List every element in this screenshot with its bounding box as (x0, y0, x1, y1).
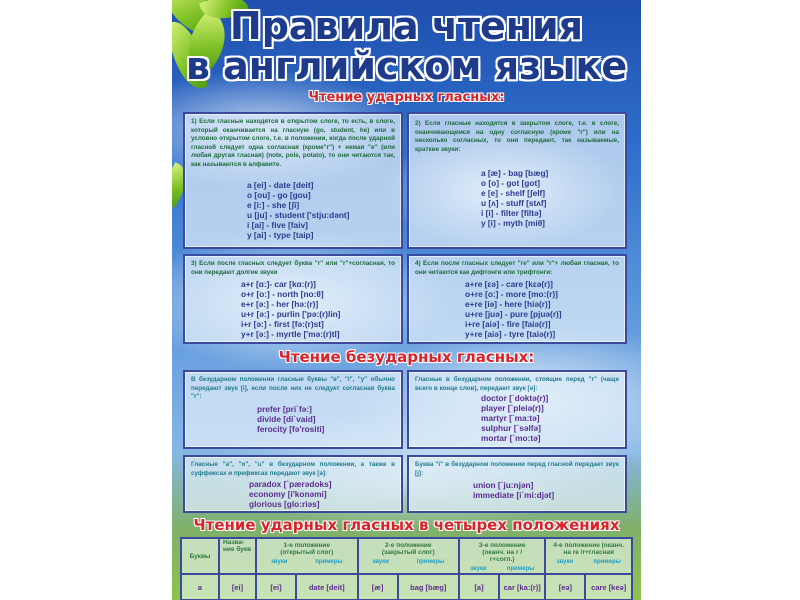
header-position-4 (545, 538, 632, 574)
rule-description: В безударном положении гласные буквы "e", "i", "y" обычно передают звук [i], если после них не следует согласная буква "r": (191, 376, 395, 401)
example-item: a [æ] - bag [bæg] (481, 168, 549, 179)
example-item: u [ʌ] - stuff [stʌf] (481, 198, 547, 209)
example-item: i+r [ə:] - first [fə:(r)st] (241, 319, 324, 330)
cell-p2-example: bag [bæg] (398, 574, 459, 600)
unstressed-heading: Чтение безударных гласных: (278, 348, 535, 366)
example-list (481, 393, 625, 443)
sub-examples: примеры (315, 559, 343, 565)
cell-p4-example: care [keə] (585, 574, 632, 600)
example-item: y+r [ə:] - myrtle ['mə:(r)tl] (241, 329, 340, 340)
header-pos3-label: 3-е положение (оканч. на r / r+согл.) (478, 542, 526, 563)
example-item: union [`ju:njən] (473, 480, 534, 491)
cell-p2-sound: [æ] (358, 574, 398, 600)
example-item: i [i] - filter [filtə] (481, 208, 542, 219)
cell-p1-example: date [deit] (296, 574, 358, 600)
header-pos1-sub (257, 559, 357, 565)
sub-sounds: звуки (470, 566, 487, 572)
example-item: a+re [εə] - care [kεə(r)] (465, 279, 553, 290)
header-position-2 (358, 538, 459, 574)
header-names-label: Назва-ние букв (223, 539, 252, 553)
example-item: e [e] - shelf [ʃelf] (481, 188, 546, 199)
rule-box-unstressed-a-o-u (183, 455, 403, 513)
example-item: glorious [glo:riəs] (249, 499, 320, 510)
example-item: u+r [ə:] - purlin ['pə:(r)lin] (241, 309, 341, 320)
sub-sounds: звуки (556, 559, 574, 565)
rule-description: 4) Если после гласных следует "re" или "r"+ любая гласная, то они читаются как дифтонги или трифтонги: (415, 260, 619, 276)
header-position-3 (459, 538, 545, 574)
example-item: paradox [`pærədoks] (249, 479, 332, 490)
poster-title-line1: Правила чтения (229, 4, 584, 48)
table-row (181, 574, 632, 600)
example-item: divide [di`vaid] (257, 413, 316, 424)
header-names (219, 538, 256, 574)
rule-description: Гласные в безударном положении, стоящие перед "r" (чаще всего в конце слов), передают звук [ə]: (415, 376, 619, 392)
header-pos3-sub (460, 566, 544, 572)
rule-description: 2) Если гласные находятся в закрытом слоге, т.е. в слоге, оканчивающемся на одну согласную (кроме "r") или на несколько согласных, то они передают, так называемые, краткие звуки: (415, 120, 619, 153)
rule-description: Гласные "a", "o", "u" в безударном положении, а также в суффиксах и префиксах передают звук [ə]: (191, 461, 395, 477)
example-item: sulphur [`səlfə] (481, 423, 541, 434)
rule-box-vowel-re (407, 254, 627, 344)
cell-p3-example: car [ka:(r)] (499, 574, 545, 600)
example-item: u [ju] - student ['stju:dənt] (247, 209, 350, 220)
example-item: doctor [`doktə(r)] (481, 393, 549, 404)
example-item: e+re [iə] - here [hiə(r)] (465, 299, 551, 310)
four-positions-heading: Чтение ударных гласных в четырех положениях (193, 516, 620, 534)
header-pos1-label: 1-е положение (открытый слог) (280, 542, 334, 556)
cell-p3-sound: [a] (459, 574, 499, 600)
example-item: immediate [i`mi:djət] (473, 490, 555, 501)
example-item: ferocity [fə'rositi] (257, 423, 325, 434)
example-list (465, 279, 625, 339)
header-position-1 (256, 538, 358, 574)
rule-description: Буква "i" в безударном положении перед гласной передает звук [j]: (415, 461, 619, 477)
example-item: i [ai] - five [faiv] (247, 219, 308, 230)
rule-box-closed-syllable (407, 112, 627, 249)
example-list (247, 180, 401, 240)
example-item: e+r [ə:] - her [hə:(r)] (241, 299, 319, 310)
example-item: y+re [aiə] - tyre [taiə(r)] (465, 329, 556, 340)
rule-description: 1) Если гласные находятся в открытом слоге, то есть, в слоге, который оканчивается на гласную (go, student, he) или в условно открытом слоге, т.е. в положении, когда после ударной гласной следует одна согласная (кроме"r") + немая "e" (или любая другая гласная) (note, pole, potato), то они читаются так, как называются в алфавите. (191, 118, 395, 168)
header-letters (181, 538, 219, 574)
header-letters-label: Буквы (189, 552, 211, 560)
cell-p4-sound: [eə] (545, 574, 585, 600)
sub-examples: примеры (416, 559, 445, 565)
example-item: a+r [ɑ:]- car [kɑ:(r)] (241, 279, 316, 290)
example-list (473, 480, 625, 500)
rule-description: 3) Если после гласных следует буква "r" или "r"+согласная, то они передают долгие звуки (191, 260, 395, 276)
example-item: e [i:] - she [ʃi] (247, 199, 300, 210)
header-pos4-sub (546, 559, 631, 565)
example-item: prefer [pri`fə:] (257, 403, 312, 414)
table-header-row (181, 538, 632, 574)
example-item: martyr [`ma:tə] (481, 413, 540, 424)
example-list (249, 479, 401, 509)
example-item: economy [i'konəmi] (249, 489, 327, 500)
four-positions-table (180, 537, 633, 600)
sub-examples: примеры (593, 559, 621, 565)
poster-title-line2: в английском языке (185, 44, 628, 88)
header-pos2-sub (359, 559, 458, 565)
example-item: o+re [o:] - more [mo:(r)] (465, 289, 558, 300)
example-item: player [`pleiə(r)] (481, 403, 544, 414)
header-pos2-label: 2-е положение (закрытый слог) (381, 542, 435, 556)
example-item: u+re [juə] - pure [pjuə(r)] (465, 309, 562, 320)
cell-letter: a (181, 574, 219, 600)
cell-name: [ei] (219, 574, 256, 600)
example-item: y [i] - myth [miθ] (481, 218, 545, 229)
cell-p1-sound: [ei] (256, 574, 296, 600)
header-pos4-label: 4-е положение (оканч. на re /r+гласная (553, 542, 625, 556)
example-list (241, 279, 401, 339)
example-list (481, 168, 625, 228)
example-item: mortar [`mo:tə] (481, 433, 541, 444)
example-item: a [ei] - date [deit] (247, 179, 314, 190)
rule-box-vowel-r (183, 254, 403, 344)
rule-box-unstressed-e-i-y (183, 370, 403, 449)
stressed-heading: Чтение ударных гласных: (308, 90, 505, 105)
sub-sounds: звуки (270, 559, 288, 565)
poster (172, 0, 641, 600)
example-item: o [ou] - go [gou] (247, 189, 311, 200)
example-item: i+re [aiə] - fire [faiə(r)] (465, 319, 551, 330)
sub-examples: примеры (506, 566, 535, 572)
example-item: o [o] - got [got] (481, 178, 540, 189)
example-item: o+r [o:] - north [no:θ] (241, 289, 324, 300)
example-item: y [ai] - type [taip] (247, 229, 314, 240)
rule-box-open-syllable (183, 112, 403, 249)
sub-sounds: звуки (372, 559, 389, 565)
example-list (257, 404, 401, 434)
rule-box-unstressed-before-r (407, 370, 627, 449)
rule-box-unstressed-i-before-vowel (407, 455, 627, 513)
